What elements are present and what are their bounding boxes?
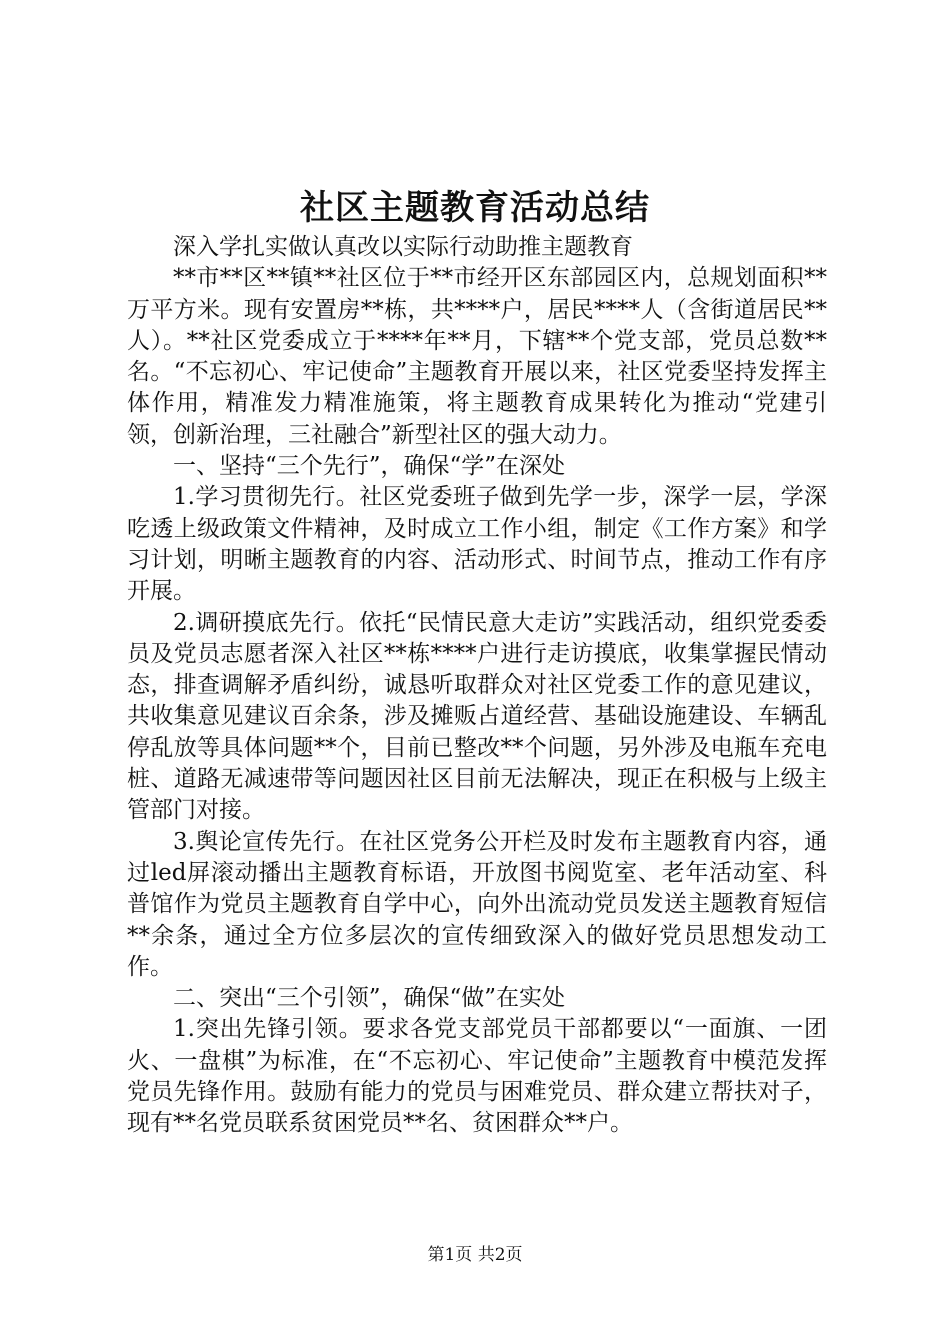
document-title: 社区主题教育活动总结 (300, 188, 650, 228)
paragraph-intro: **市**区**镇**社区位于**市经开区东部园区内，总规划面积**万平方米。现有安置房**栋，共****户，居民****人（含街道居民**人）。**社区党委成立于****年**月，下辖**个党支部，党员总数**名。“不忘初心、牢记使命”主题教育开展以来，社区党委坚持发挥主体作用，精准发力精准施策，将主题教育成果转化为推动“党建引领，创新治理，三社融合”新型社区的强大动力。 (127, 265, 827, 448)
page-number-footer: 第1页 共2页 (427, 1245, 523, 1265)
section-heading-2: 二、突出“三个引领”，确保“做”在实处 (173, 985, 566, 1012)
paragraph-1-2: 2.调研摸底先行。依托“民情民意大走访”实践活动，组织党委委员及党员志愿者深入社区**栋****户进行走访摸底，收集掌握民情动态，排查调解矛盾纠纷，诚恳听取群众对社区党委工作的意见建议，共收集意见建议百余条，涉及摊贩占道经营、基础设施建设、车辆乱停乱放等具体问题**个，目前已整改**个问题，另外涉及电瓶车充电桩、道路无减速带等问题因社区目前无法解决，现正在积极与上级主管部门对接。 (127, 609, 827, 824)
document-body (127, 232, 827, 1140)
paragraph-1-3: 3.舆论宣传先行。在社区党务公开栏及时发布主题教育内容，通过led屏滚动播出主题教育标语，开放图书阅览室、老年活动室、科普馆作为党员主题教育自学中心，向外出流动党员发送主题教育短信**余条，通过全方位多层次的宣传细致深入的做好党员思想发动工作。 (127, 828, 827, 980)
paragraph-2-1: 1.突出先锋引领。要求各党支部党员干部都要以“一面旗、一团火、一盘棋”为标准，在“不忘初心、牢记使命”主题教育中模范发挥党员先锋作用。鼓励有能力的党员与困难党员、群众建立帮扶对子，现有**名党员联系贫困党员**名、贫困群众**户。 (127, 1016, 827, 1137)
section-heading-1: 一、坚持“三个先行”，确保“学”在深处 (173, 453, 566, 480)
paragraph-subtitle: 深入学扎实做认真改以实际行动助推主题教育 (173, 234, 633, 260)
paragraph-1-1: 1.学习贯彻先行。社区党委班子做到先学一步，深学一层，学深吃透上级政策文件精神，及时成立工作小组，制定《工作方案》和学习计划，明晰主题教育的内容、活动形式、时间节点，推动工作有序开展。 (127, 484, 827, 605)
